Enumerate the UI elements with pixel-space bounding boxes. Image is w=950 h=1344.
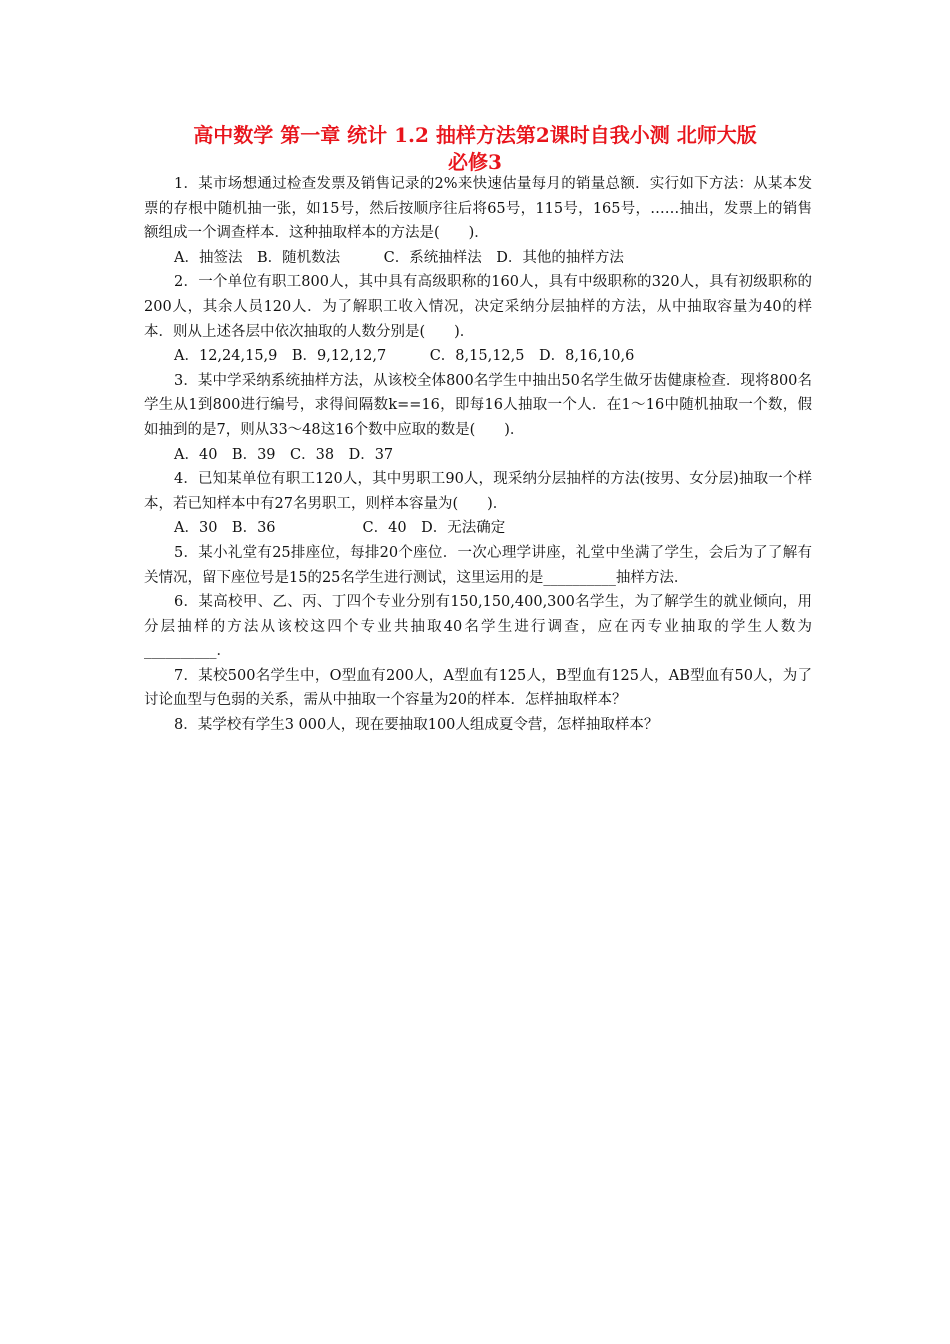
question-1: 1．某市场想通过检查发票及销售记录的2%来快速估量每月的销量总额．实行如下方法：从某本发票的存根中随机抽一张，如15号，然后按顺序往后将65号，115号，165号，……抽出，发票上的销售额组成一个调查样本．这种抽取样本的方法是( )． [144, 176, 812, 242]
question-7: 7．某校500名学生中，O型血有200人，A型血有125人，B型血有125人，AB型血有50人，为了讨论血型与色弱的关系，需从中抽取一个容量为20的样本．怎样抽取样本？ [144, 667, 812, 709]
question-8: 8．某学校有学生3 000人，现在要抽取100人组成夏令营，怎样抽取样本？ [174, 717, 659, 734]
question-4: 4．已知某单位有职工120人，其中男职工90人，现采纳分层抽样的方法(按男、女分层)抽取一个样本，若已知样本中有27名男职工，则样本容量为( )． [144, 471, 812, 512]
question-list [144, 172, 812, 738]
title-line-1: 高中数学 第一章 统计 1.2 抽样方法第2课时自我小测 北师大版 [193, 123, 757, 147]
question-2: 2．一个单位有职工800人，其中具有高级职称的160人，具有中级职称的320人，具有初级职称的200人，其余人员120人．为了解职工收入情况，决定采纳分层抽样的方法，从中抽取容量为40的样本．则从上述各层中依次抽取的人数分别是( )． [144, 274, 812, 340]
question-3: 3．某中学采纳系统抽样方法，从该校全体800名学生中抽出50名学生做牙齿健康检查．现将800名学生从1到800进行编号，求得间隔数k==16，即每16人抽取一个人．在1～16中随机抽取一个数，假如抽到的是7，则从33～48这16个数中应取的数是( )． [144, 372, 812, 438]
question-2-options: A．12,24,15,9 B．9,12,12,7 C．8,15,12,5 D．8,16,10,6 [174, 348, 635, 365]
question-4-options: A．30 B．36 C．40 D．无法确定 [174, 520, 506, 537]
question-6: 6．某高校甲、乙、丙、丁四个专业分别有150,150,400,300名学生，为了解学生的就业倾向，用分层抽样的方法从该校这四个专业共抽取40名学生进行调查，应在丙专业抽取的学生人数为__________． [144, 594, 812, 660]
question-3-options: A．40 B．39 C．38 D．37 [174, 446, 394, 463]
document-title [130, 122, 820, 176]
question-1-options: A．抽签法 B．随机数法 C．系统抽样法 D．其他的抽样方法 [174, 249, 624, 266]
question-5: 5．某小礼堂有25排座位，每排20个座位．一次心理学讲座，礼堂中坐满了学生，会后为了了解有关情况，留下座位号是15的25名学生进行测试，这里运用的是__________抽样方法． [144, 544, 812, 586]
title-line-2: 必修3 [448, 150, 502, 174]
